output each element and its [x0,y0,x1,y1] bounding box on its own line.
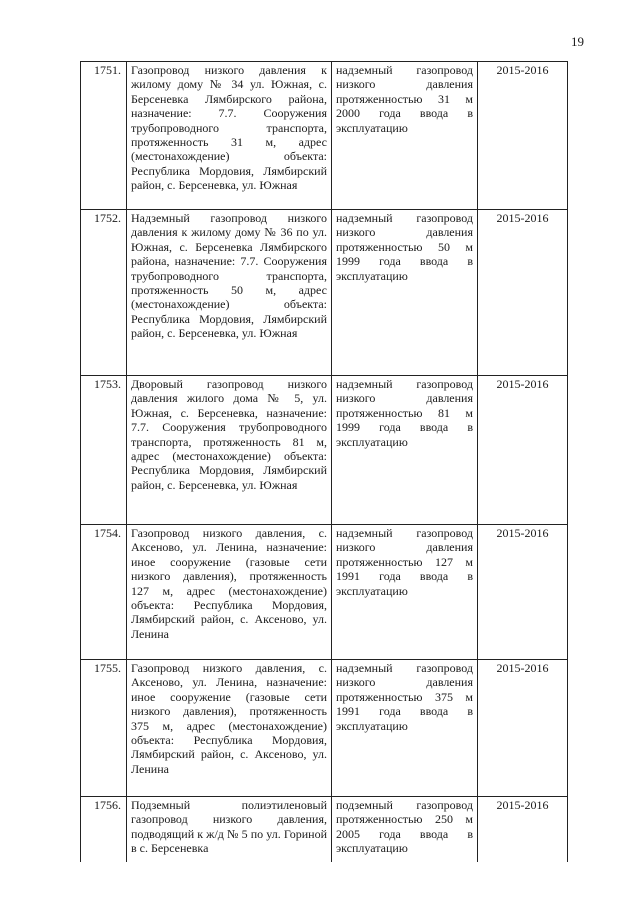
page-number: 19 [571,34,584,49]
property-registry-table [80,61,568,862]
object-characteristics: надземный газопровод низкого давления протяженностью 375 м 1991 года ввода в эксплуатацию [332,660,478,797]
row-number: 1751. [81,62,127,210]
table-row [81,210,568,376]
privatization-period: 2015-2016 [478,525,568,660]
object-characteristics: надземный газопровод низкого давления протяженностью 31 м 2000 года ввода в эксплуатацию [332,62,478,210]
row-number: 1752. [81,210,127,376]
object-description: Газопровод низкого давления к жилому дому № 34 ул. Южная, с. Берсеневка Лямбирского района, назначение: 7.7. Сооружения трубопроводного транспорта, протяженность 31 м, адрес (местонахождение) объекта: Республика Мордовия, Лямбирский район, с. Берсеневка, ул. Южная [127,62,332,210]
object-description: Дворовый газопровод низкого давления жилого дома № 5, ул. Южная, с. Берсеневка, назначение: 7.7. Сооружения трубопроводного транспорта, протяженность 81 м, адрес (местонахождение) объекта: Республика Мордовия, Лямбирский район, с. Берсеневка, ул. Южная [127,376,332,525]
row-number: 1754. [81,525,127,660]
table-row [81,525,568,660]
object-description: Надземный газопровод низкого давления к жилому дому № 36 по ул. Южная, с. Берсеневка Лямбирского района, назначение: 7.7. Сооружения трубопроводного транспорта, протяженность 50 м, адрес (местонахождение) объекта: Республика Мордовия, Лямбирский район, с. Берсеневка, ул. Южная [127,210,332,376]
table-row [81,376,568,525]
privatization-period: 2015-2016 [478,376,568,525]
object-characteristics: надземный газопровод низкого давления протяженностью 127 м 1991 года ввода в эксплуатацию [332,525,478,660]
table-row [81,660,568,797]
privatization-period: 2015-2016 [478,210,568,376]
object-description: Газопровод низкого давления, с. Аксеново, ул. Ленина, назначение: иное сооружение (газовые сети низкого давления), протяженность 127 м, адрес (местонахождение) объекта: Республика Мордовия, Лямбирский район, с. Аксеново, ул. Ленина [127,525,332,660]
table-row [81,797,568,863]
row-number: 1755. [81,660,127,797]
privatization-period: 2015-2016 [478,62,568,210]
object-characteristics: подземный газопровод протяженностью 250 м 2005 года ввода в эксплуатацию [332,797,478,863]
object-characteristics: надземный газопровод низкого давления протяженностью 81 м 1999 года ввода в эксплуатацию [332,376,478,525]
privatization-period: 2015-2016 [478,660,568,797]
row-number: 1756. [81,797,127,863]
object-description: Газопровод низкого давления, с. Аксеново, ул. Ленина, назначение: иное сооружение (газовые сети низкого давления), протяженность 375 м, адрес (местонахождение) объекта: Республика Мордовия, Лямбирский район, с. Аксеново, ул. Ленина [127,660,332,797]
privatization-period: 2015-2016 [478,797,568,863]
object-description: Подземный полиэтиленовый газопровод низкого давления, подводящий к ж/д № 5 по ул. Гориной в с. Берсеневка [127,797,332,863]
object-characteristics: надземный газопровод низкого давления протяженностью 50 м 1999 года ввода в эксплуатацию [332,210,478,376]
row-number: 1753. [81,376,127,525]
table-row [81,62,568,210]
